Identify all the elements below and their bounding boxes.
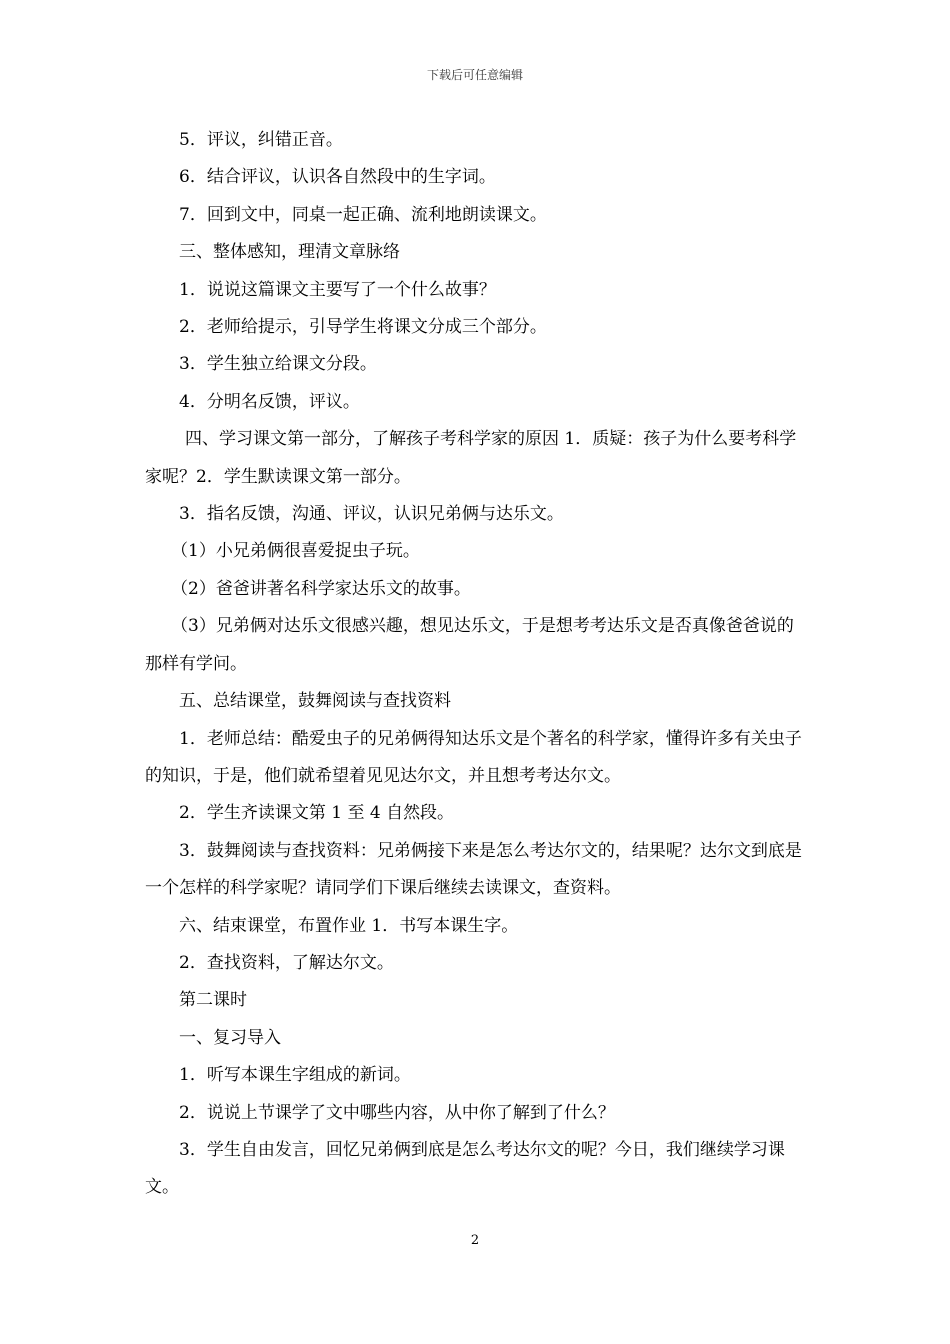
paragraph: 3．学生自由发言，回忆兄弟俩到底是怎么考达尔文的呢？今日，我们继续学习课文。 — [145, 1139, 785, 1198]
section-heading: 一、复习导入 — [179, 1027, 281, 1048]
paragraph: 3．指名反馈，沟通、评议，认识兄弟俩与达乐文。 — [179, 504, 564, 525]
paragraph: 6．结合评议，认识各自然段中的生字词。 — [179, 167, 496, 188]
paragraph: 5．评议，纠错正音。 — [179, 130, 343, 150]
paragraph: （1）小兄弟俩很喜爱捉虫子玩。 — [171, 541, 420, 562]
page-header: 下载后可任意编辑 — [426, 68, 523, 82]
section-heading: 六、结束课堂，布置作业 1．书写本课生字。 — [179, 915, 519, 936]
paragraph: 7．回到文中，同桌一起正确、流利地朗读课文。 — [179, 204, 547, 225]
paragraph: 2．说说上节课学了文中哪些内容，从中你了解到了什么？ — [179, 1102, 615, 1123]
paragraph: 3．学生独立给课文分段。 — [179, 354, 377, 375]
paragraph: 4．分明名反馈，评议。 — [179, 391, 360, 412]
paragraph: （2）爸爸讲著名科学家达乐文的故事。 — [171, 578, 471, 599]
paragraph: 2．学生齐读课文第 1 至 4 自然段。 — [179, 803, 455, 824]
document-body — [145, 122, 807, 1207]
section-heading: 四、学习课文第一部分，了解孩子考科学家的原因 1．质疑：孩子为什么要考科学家呢？2．学生默读课文第一部分。 — [145, 429, 797, 487]
paragraph: 2．老师给提示，引导学生将课文分成三个部分。 — [179, 317, 547, 338]
section-heading: 五、总结课堂，鼓舞阅读与查找资料 — [179, 691, 451, 712]
paragraph: 1．说说这篇课文主要写了一个什么故事？ — [179, 279, 496, 300]
section-heading: 三、整体感知，理清文章脉络 — [179, 242, 400, 263]
paragraph: 3．鼓舞阅读与查找资料：兄弟俩接下来是怎么考达尔文的，结果呢？达尔文到底是一个怎样的科学家呢？请同学们下课后继续去读课文，查资料。 — [145, 840, 802, 899]
section-heading: 第二课时 — [179, 990, 247, 1011]
page-number: 2 — [470, 1233, 480, 1248]
paragraph: （3）兄弟俩对达乐文很感兴趣，想见达乐文，于是想考考达乐文是否真像爸爸说的那样有学问。 — [145, 616, 794, 674]
paragraph: 2．查找资料，了解达尔文。 — [179, 952, 394, 973]
paragraph: 1．老师总结：酷爱虫子的兄弟俩得知达乐文是个著名的科学家，懂得许多有关虫子的知识，于是，他们就希望着见见达尔文，并且想考考达尔文。 — [145, 728, 802, 786]
paragraph: 1．听写本课生字组成的新词。 — [179, 1065, 411, 1086]
